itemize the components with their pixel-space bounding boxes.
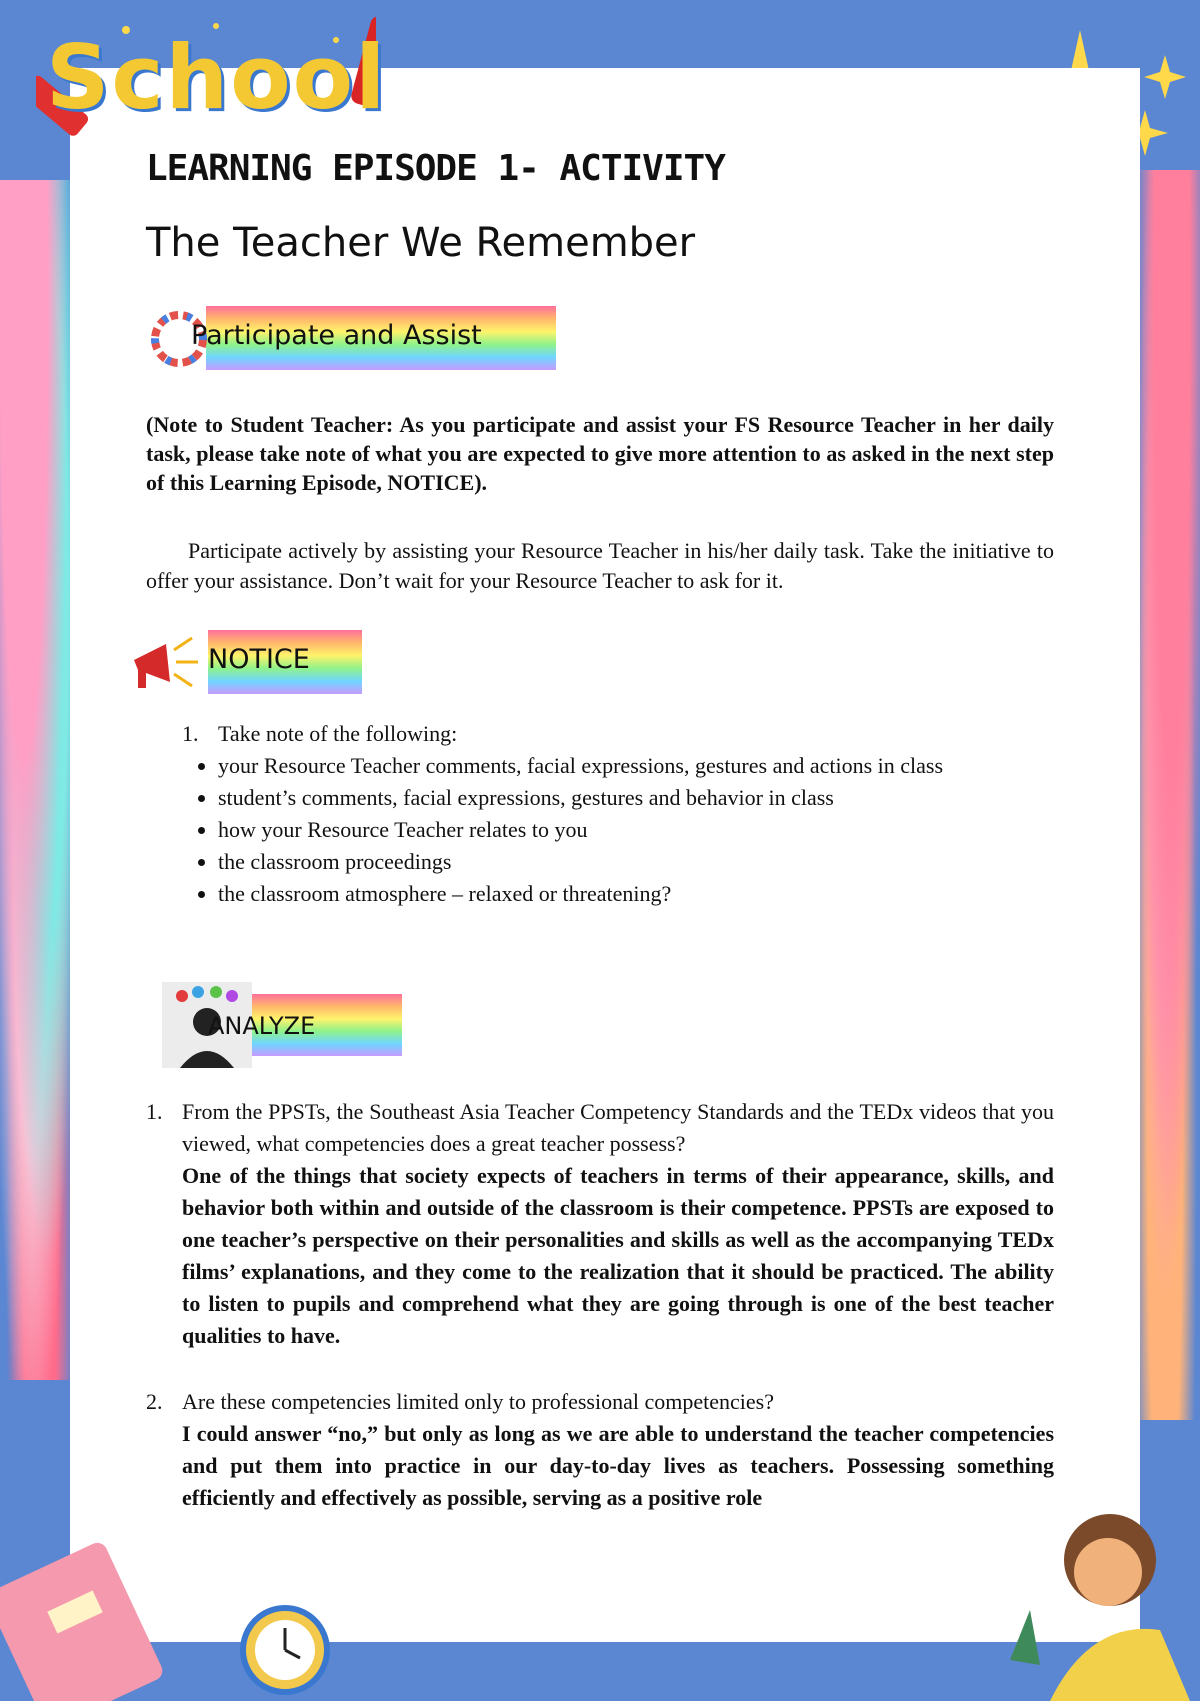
- notice-label: NOTICE: [208, 644, 310, 675]
- list-item: • the classroom proceedings: [218, 846, 1054, 878]
- page-title: LEARNING EPISODE 1- ACTIVITY: [146, 148, 725, 189]
- question-text: Are these competencies limited only to professional competencies?: [182, 1389, 774, 1414]
- analyze-question-1: [146, 1096, 1054, 1352]
- notice-banner: [126, 630, 362, 694]
- list-item: • how your Resource Teacher relates to you: [218, 814, 1054, 846]
- page-subtitle: The Teacher We Remember: [146, 220, 696, 266]
- right-paint-decoration: [1130, 170, 1200, 1420]
- student-illustration: [990, 1490, 1200, 1701]
- list-item: • your Resource Teacher comments, facial expressions, gestures and actions in class: [218, 750, 1054, 782]
- megaphone-icon: [126, 630, 206, 694]
- list-item: • student’s comments, facial expressions, gestures and behavior in class: [218, 782, 1054, 814]
- question-text: From the PPSTs, the Southeast Asia Teacher Competency Standards and the TEDx videos that you viewed, what competencies does a great teacher possess?: [182, 1099, 1054, 1156]
- question-number: 1.: [146, 1099, 163, 1124]
- list-item: • the classroom atmosphere – relaxed or threatening?: [218, 878, 1054, 910]
- school-logo-text: School: [46, 26, 388, 129]
- notice-list: [182, 718, 1054, 910]
- answer-text: I could answer “no,” but only as long as we are able to understand the teacher competencies and put them into practice in our day-to-day lives as teachers. Possessing something efficiently and effectively as possible, serving as a positive role: [182, 1421, 1054, 1510]
- analyze-question-2: [146, 1386, 1054, 1514]
- participate-paragraph: Participate actively by assisting your Resource Teacher in his/her daily task. Take the initiative to offer your assistance. Don’t wait for your Resource Teacher to ask for it.: [146, 538, 1054, 593]
- participate-label: Participate and Assist: [191, 320, 482, 351]
- participate-banner: [146, 306, 556, 370]
- notice-item-text: Take note of the following:: [218, 721, 458, 746]
- question-number: 2.: [146, 1389, 163, 1414]
- notebook-clock-decoration: [0, 1540, 340, 1701]
- school-logo: [36, 10, 388, 140]
- left-paint-decoration: [0, 180, 80, 1380]
- analyze-banner: [162, 982, 402, 1068]
- answer-text: One of the things that society expects of teachers in terms of their appearance, skills, and behavior both within and outside of the classroom is their competence. PPSTs are exposed to one teacher’s perspective on their personalities and skills as well as the accompanying TEDx films’ explanations, and they come to the realization that it should be practiced. The ability to listen to pupils and comprehend what they are going through is one of the best teacher qualities to have.: [182, 1163, 1054, 1348]
- analyze-label: ANALYZE: [208, 1012, 316, 1040]
- notice-item-number: 1.: [182, 721, 199, 746]
- student-teacher-note: (Note to Student Teacher: As you participate and assist your FS Resource Teacher in her daily task, please take note of what you are expected to give more attention to as asked in the next step of this Learning Episode, NOTICE).: [146, 412, 1054, 495]
